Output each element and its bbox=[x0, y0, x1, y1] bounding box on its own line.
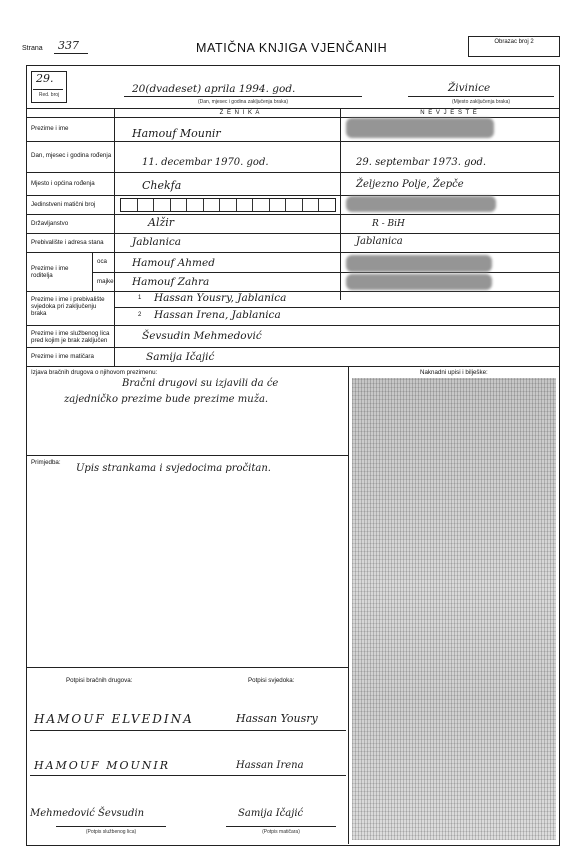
bride-column-header: N E V J E S T E bbox=[420, 110, 478, 116]
page-label: Strana bbox=[22, 45, 43, 52]
form-label: Obrazac broj 2 bbox=[494, 39, 534, 45]
groom-birthplace: Chekfa bbox=[142, 179, 182, 192]
witnesses-label: Prezime i ime i prebivalište svjedoka pri zaključenju braka bbox=[31, 296, 105, 317]
marriage-place: Živinice bbox=[448, 82, 491, 94]
surname-label: Prezime i ime bbox=[31, 125, 69, 132]
marriage-date: 20(dvadeset) aprila 1994. god. bbox=[132, 83, 296, 95]
record-number: 29. bbox=[36, 72, 54, 85]
witness1: Hassan Yousry, Jablanica bbox=[154, 292, 287, 304]
statement-line1: Bračni drugovi su izjavili da će bbox=[122, 378, 279, 389]
bride-birthplace: Željezno Polje, Žepče bbox=[356, 179, 464, 190]
remarks-label: Primjedba: bbox=[31, 459, 61, 466]
mother-label: majke bbox=[97, 278, 114, 285]
notes-label: Naknadni upisi i bilješke: bbox=[420, 369, 488, 376]
page-title: MATIČNA KNJIGA VJENČANIH bbox=[196, 41, 388, 55]
record-number-caption: Red. broj bbox=[38, 92, 60, 98]
marriage-date-caption: (Dan, mjesec i godina zaključenja braka) bbox=[197, 99, 289, 105]
groom-father: Hamouf Ahmed bbox=[132, 257, 215, 269]
registrar-label: Prezime i ime matičara bbox=[31, 353, 94, 360]
notes-scan-area bbox=[352, 378, 556, 840]
bride-residence: Jablanica bbox=[356, 236, 403, 247]
groom-name: Hamouf Mounir bbox=[132, 127, 221, 140]
witnesses-signatures-caption: Potpisi svjedoka: bbox=[248, 677, 295, 684]
bride-dob: 29. septembar 1973. god. bbox=[356, 157, 487, 168]
page-number: 337 bbox=[58, 39, 79, 52]
groom-jmbg-boxes bbox=[120, 198, 336, 212]
bride-name-redaction bbox=[346, 118, 494, 138]
witness2-signature: Hassan Irena bbox=[236, 760, 304, 771]
bride-father-redaction bbox=[346, 255, 492, 272]
father-label: oca bbox=[97, 258, 107, 265]
bride-citizenship: R - BiH bbox=[372, 219, 405, 229]
bride-jmbg-redaction bbox=[346, 196, 496, 212]
remarks-text: Upis strankama i svjedocima pročitan. bbox=[76, 463, 271, 474]
marriage-place-caption: (Mjesto zaključenja braka) bbox=[451, 99, 511, 105]
spouse1-signature: HAMOUF ELVEDINA bbox=[34, 712, 194, 726]
witness1-number: 1 bbox=[138, 295, 142, 301]
residence-label: Prebivalište i adresa stana bbox=[31, 239, 104, 246]
dob-label: Dan, mjesec i godina rođenja bbox=[31, 152, 112, 159]
officiant-label: Prezime i ime službenog lica pred kojim je brak zaključen bbox=[31, 330, 110, 344]
witness1-signature: Hassan Yousry bbox=[236, 712, 318, 725]
groom-dob: 11. decembar 1970. god. bbox=[142, 157, 269, 168]
registrar-name: Samija Ičajić bbox=[146, 351, 215, 363]
statement-line2: zajedničko prezime bude prezime muža. bbox=[64, 394, 269, 405]
officiant-signature: Mehmedović Ševsudin bbox=[30, 808, 145, 819]
registrar-signature-caption: (Potpis matičara) bbox=[262, 829, 300, 835]
spouse2-signature: HAMOUF MOUNIR bbox=[34, 759, 171, 772]
statement-label: Izjava bračnih drugova o njihovom prezimenu: bbox=[31, 369, 158, 376]
groom-citizenship: Alžir bbox=[148, 216, 175, 229]
spouses-signatures-caption: Potpisi bračnih drugova: bbox=[66, 677, 133, 684]
officiant-signature-caption: (Potpis službenog lica) bbox=[85, 829, 137, 835]
parents-label: Prezime i ime roditelja bbox=[31, 265, 69, 279]
officiant-name: Ševsudin Mehmedović bbox=[142, 330, 262, 342]
groom-column-header: Z E N I K A bbox=[219, 110, 261, 116]
birthplace-label: Mjesto i općina rođenja bbox=[31, 180, 95, 187]
bride-mother-redaction bbox=[346, 274, 492, 290]
witness2: Hassan Irena, Jablanica bbox=[154, 309, 281, 321]
jmbg-label: Jedinstveni matični broj bbox=[31, 201, 96, 208]
witness2-number: 2 bbox=[138, 312, 142, 318]
form-number-box bbox=[468, 36, 560, 57]
registrar-signature: Samija Ičajić bbox=[238, 808, 304, 819]
groom-mother: Hamouf Zahra bbox=[132, 276, 210, 288]
groom-residence: Jablanica bbox=[132, 236, 182, 248]
citizenship-label: Državljanstvo bbox=[31, 220, 69, 227]
